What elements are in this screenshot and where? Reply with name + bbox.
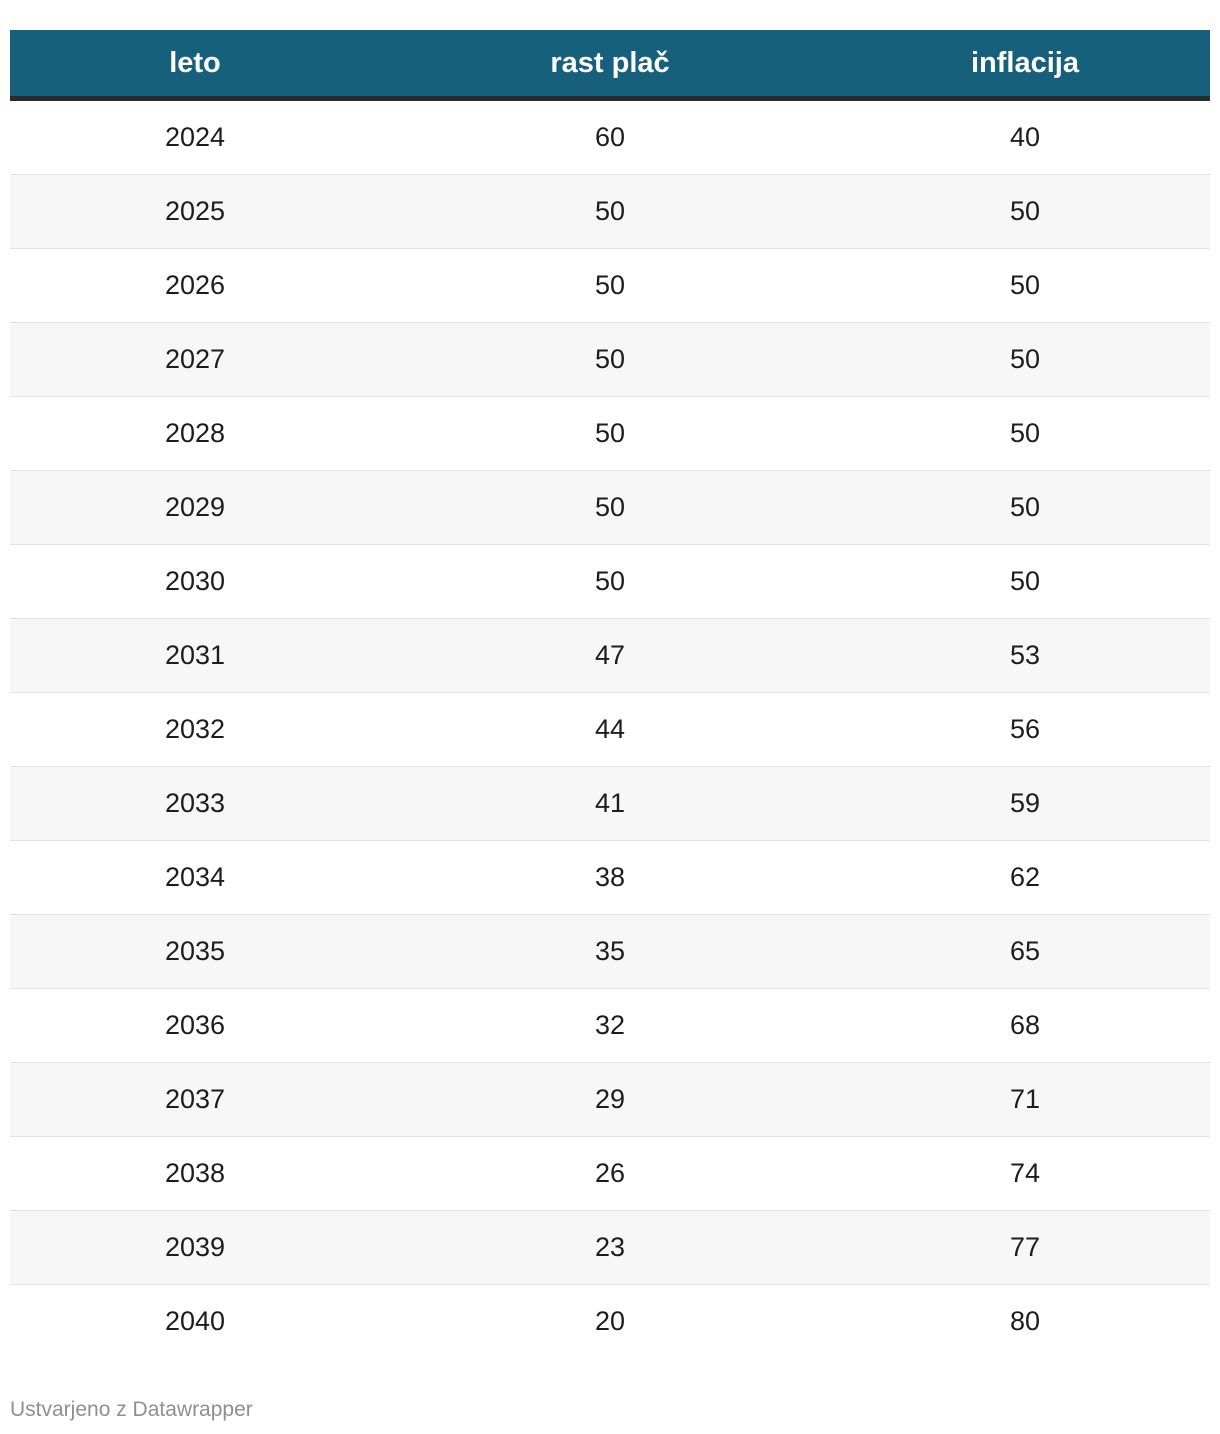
table-row xyxy=(10,545,1210,619)
table-row xyxy=(10,323,1210,397)
cell-rast-plac: 26 xyxy=(380,1137,840,1211)
cell-inflacija: 80 xyxy=(1009,1306,1041,1336)
cell-leto: 2036 xyxy=(10,989,380,1063)
cell-leto: 2033 xyxy=(10,767,380,841)
cell-inflacija: 68 xyxy=(840,989,1210,1063)
table-row xyxy=(10,619,1210,693)
cell-leto: 2030 xyxy=(10,545,380,619)
cell-rast-plac: 32 xyxy=(380,989,840,1063)
cell-leto: 2038 xyxy=(10,1137,380,1211)
table-body xyxy=(10,99,1210,1359)
cell-rast-plac: 50 xyxy=(380,323,840,397)
cell-inflacija: 50 xyxy=(840,397,1210,471)
cell-inflacija: 50 xyxy=(840,545,1210,619)
cell-rast-plac: 23 xyxy=(380,1211,840,1285)
table-row xyxy=(10,693,1210,767)
table-row xyxy=(10,397,1210,471)
table-row xyxy=(10,841,1210,915)
cell-rast-plac: 60 xyxy=(380,99,840,175)
cell-inflacija: 65 xyxy=(840,915,1210,989)
cell-leto: 2026 xyxy=(10,249,380,323)
table-row xyxy=(10,989,1210,1063)
cell-leto: 2028 xyxy=(10,397,380,471)
cell-rast-plac: 41 xyxy=(380,767,840,841)
cell-inflacija: 74 xyxy=(840,1137,1210,1211)
data-table xyxy=(10,30,1210,1358)
cell-rast-plac: 35 xyxy=(380,915,840,989)
credit-footer: Ustvarjeno z Datawrapper xyxy=(10,1398,253,1421)
table-row xyxy=(10,249,1210,323)
table-row xyxy=(10,175,1210,249)
cell-rast-plac: 38 xyxy=(380,841,840,915)
header-row xyxy=(10,30,1210,99)
column-header-inflacija[interactable]: inflacija xyxy=(840,30,1210,99)
cell-inflacija: 50 xyxy=(840,249,1210,323)
cell-rast-plac: 20 xyxy=(594,1306,626,1336)
cell-inflacija: 53 xyxy=(840,619,1210,693)
table-row xyxy=(10,471,1210,545)
cell-leto: 2039 xyxy=(10,1211,380,1285)
cell-inflacija: 59 xyxy=(840,767,1210,841)
cell-leto: 2027 xyxy=(10,323,380,397)
data-table-container xyxy=(10,30,1210,1358)
table-header xyxy=(10,30,1210,99)
cell-rast-plac: 44 xyxy=(380,693,840,767)
cell-leto: 2034 xyxy=(10,841,380,915)
column-header-rast-plac[interactable]: rast plač xyxy=(380,30,840,99)
cell-inflacija: 77 xyxy=(840,1211,1210,1285)
column-header-leto[interactable]: leto xyxy=(10,30,380,99)
cell-leto: 2037 xyxy=(10,1063,380,1137)
cell-leto: 2040 xyxy=(164,1306,226,1336)
cell-inflacija: 56 xyxy=(840,693,1210,767)
table-row xyxy=(10,99,1210,175)
cell-rast-plac: 50 xyxy=(380,545,840,619)
cell-rast-plac: 29 xyxy=(380,1063,840,1137)
cell-rast-plac: 50 xyxy=(380,249,840,323)
cell-leto: 2025 xyxy=(10,175,380,249)
cell-inflacija: 71 xyxy=(840,1063,1210,1137)
cell-rast-plac: 50 xyxy=(380,471,840,545)
table-row xyxy=(10,1063,1210,1137)
cell-leto: 2035 xyxy=(10,915,380,989)
cell-inflacija: 62 xyxy=(840,841,1210,915)
cell-rast-plac: 50 xyxy=(380,175,840,249)
cell-inflacija: 50 xyxy=(840,323,1210,397)
cell-rast-plac: 47 xyxy=(380,619,840,693)
cell-leto: 2031 xyxy=(10,619,380,693)
cell-leto: 2032 xyxy=(10,693,380,767)
table-row xyxy=(10,1137,1210,1211)
cell-leto: 2024 xyxy=(10,99,380,175)
cell-inflacija: 50 xyxy=(840,471,1210,545)
table-row xyxy=(10,1211,1210,1285)
cell-inflacija: 40 xyxy=(840,99,1210,175)
table-row xyxy=(10,767,1210,841)
cell-leto: 2029 xyxy=(10,471,380,545)
cell-rast-plac: 50 xyxy=(380,397,840,471)
table-row xyxy=(10,915,1210,989)
table-row xyxy=(10,1285,1210,1359)
cell-inflacija: 50 xyxy=(840,175,1210,249)
